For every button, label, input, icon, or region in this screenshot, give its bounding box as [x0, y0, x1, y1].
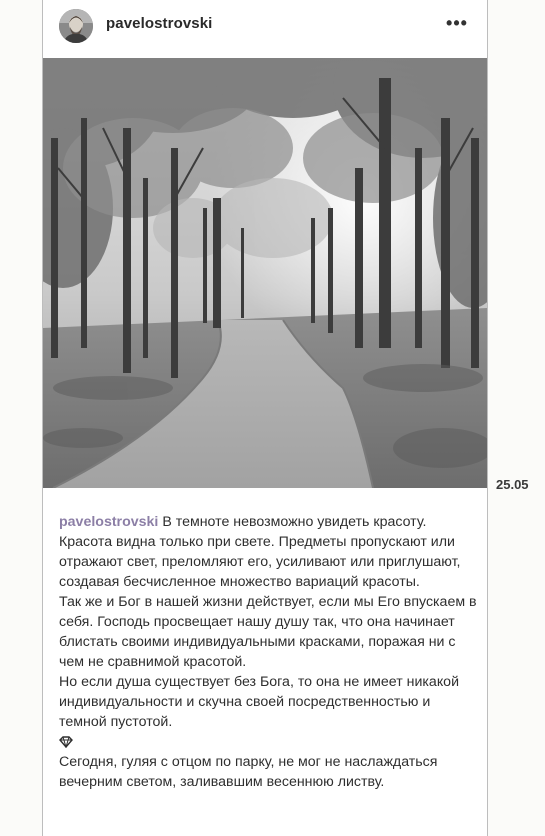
post-caption — [59, 512, 479, 792]
avatar-photo — [59, 9, 93, 43]
diamond-icon — [59, 736, 73, 748]
caption-paragraph-4: Сегодня, гуляя с отцом по парку, не мог не наслаждаться вечерним светом, заливавшим весеннюю листву. — [59, 754, 438, 790]
post-date: 25.05 — [496, 477, 529, 492]
more-options-button[interactable] — [441, 11, 473, 35]
caption-text-1: В темноте невозможно увидеть красоту. Красота видна только при свете. Предметы пропускают или отражают свет, преломляют его, усиливают или приглушают, создавая бесчисленное множество вариаций красоты. — [59, 514, 461, 590]
post-image[interactable] — [43, 58, 487, 488]
more-horizontal-icon: ••• — [446, 13, 468, 33]
caption-paragraph-2: Так же и Бог в нашей жизни действует, если мы Его впускаем в себя. Господь просвещает нашу душу так, что она начинает блистать своими индивидуальными красками, поражая ни с чем не сравнимой красотой. — [59, 594, 477, 670]
caption-paragraph-1 — [59, 512, 479, 592]
post-header — [43, 0, 487, 56]
gem-line — [59, 732, 479, 752]
username[interactable]: pavelostrovski — [106, 15, 213, 32]
caption-paragraph-3: Но если душа существует без Бога, то она не имеет никакой индивидуальности и скучна своей посредственностью и темной пустотой. — [59, 674, 459, 730]
avatar[interactable] — [59, 9, 93, 43]
caption-author[interactable]: pavelostrovski — [59, 514, 159, 530]
park-path-photo — [43, 58, 487, 488]
post-card — [42, 0, 488, 836]
